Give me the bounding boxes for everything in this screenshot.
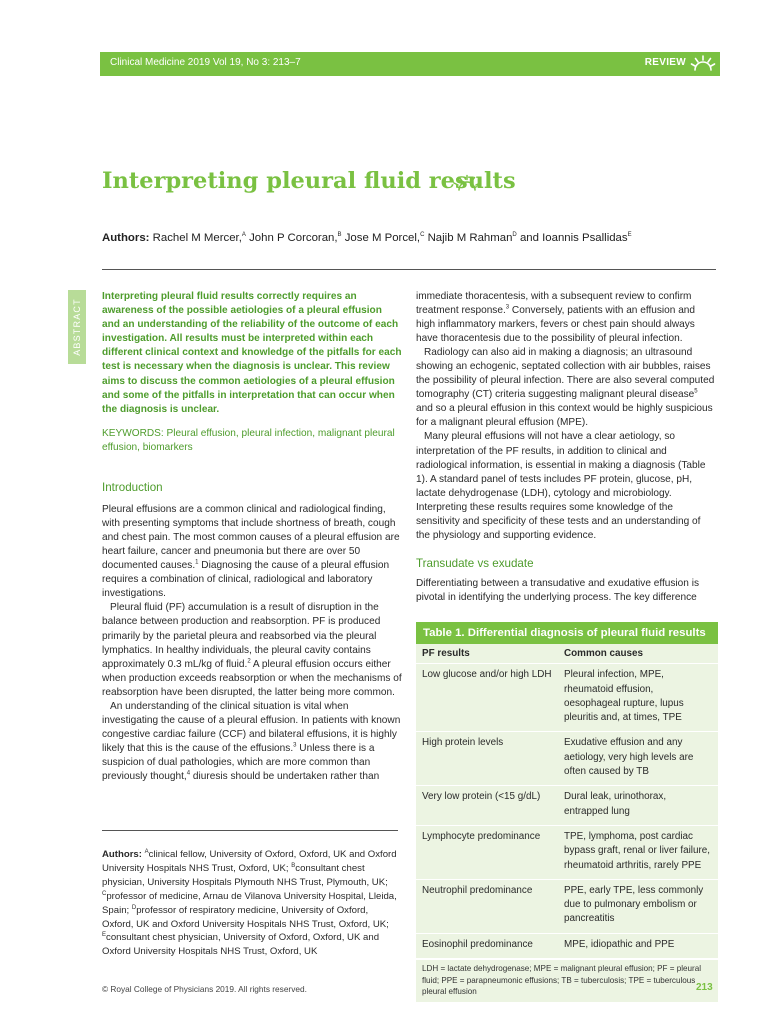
paragraph-text: and so a pleural effusion in this context would be highly suspicious for a malignant pleural effusion (MPE).	[416, 403, 713, 429]
paragraph-text: Conversely, patients with an effusion and high inflammatory markers, fevers or chest pain should always have thoracentesis due to the possibility of pleural infection.	[416, 305, 696, 345]
paragraph-text: Pleural fluid (PF) accumulation is a result of disruption in the balance between production and reabsorption. PF is produced primarily by the parietal pleura and reabsorbed via the pleural lymphatics. In healthy individuals, the pleural cavity contains approximately 0.3 mL/kg of fluid.	[102, 602, 381, 670]
body-paragraph	[416, 290, 716, 346]
author-name: Najib M Rahman	[427, 232, 513, 244]
author-affiliation-mark: D	[512, 232, 517, 239]
keywords	[102, 427, 402, 455]
divider	[102, 830, 398, 831]
table-footnote: LDH = lactate dehydrogenase; MPE = malignant pleural effusion; PF = pleural fluid; PPE = parapneumonic effusions; TB = tuberculosis; TPE = tuberculous pleural effusion	[416, 959, 718, 1002]
table-row	[416, 664, 718, 732]
author-affiliation-mark: B	[337, 232, 342, 239]
copyright-notice: © Royal College of Physicians 2019. All rights reserved.	[102, 984, 307, 994]
table-cell-result: Very low protein (<15 g/dL)	[416, 786, 558, 826]
table-row	[416, 933, 718, 958]
affiliations-label: Authors:	[102, 849, 142, 860]
table-cell-result: Eosinophil predominance	[416, 933, 558, 958]
table-row	[416, 732, 718, 786]
body-paragraph	[102, 601, 402, 699]
body-paragraph	[416, 346, 716, 430]
right-column	[416, 290, 716, 605]
table-1	[416, 622, 718, 1002]
column-header: Common causes	[558, 644, 718, 664]
body-paragraph	[102, 503, 402, 601]
affiliation-text: consultant chest physician, University Hospitals Plymouth NHS Trust, Plymouth, UK;	[102, 862, 388, 888]
paragraph-text: immediate thoracentesis, with a subsequent review to confirm treatment response.	[416, 291, 692, 317]
citation-mark: 4	[186, 770, 191, 777]
paragraph-text: diuresis should be undertaken rather than	[190, 770, 380, 782]
table-cell-result: Lymphocyte predominance	[416, 825, 558, 879]
author-name: Rachel M Mercer,	[152, 232, 242, 244]
table-cell-causes: MPE, idiopathic and PPE	[558, 933, 718, 958]
affiliation-mark: B	[291, 862, 296, 869]
section-label: REVIEW	[644, 57, 686, 68]
divider	[102, 269, 716, 270]
affiliation-mark: E	[102, 932, 107, 939]
affiliation-mark: A	[144, 848, 149, 855]
author-name: Jose M Porcel,	[344, 232, 421, 244]
paragraph-text: A pleural effusion occurs either when production exceeds reabsorption or when the mechanisms of reabsorption have been disrupted, the latter being more common.	[102, 658, 402, 698]
author-affiliation-mark: E	[627, 232, 632, 239]
keywords-text: Pleural effusion, pleural infection, malignant pleural effusion, biomarkers	[102, 427, 395, 453]
author-name: and Ioannis Psallidas	[519, 232, 628, 244]
table-cell-causes: TPE, lymphoma, post cardiac bypass graft, renal or liver failure, rheumatoid arthritis, rarely PPE	[558, 825, 718, 879]
table-row	[416, 825, 718, 879]
journal-info: Clinical Medicine 2019 Vol 19, No 3: 213–7	[110, 57, 301, 68]
section-heading-transudate: Transudate vs exudate	[416, 556, 534, 570]
keywords-label: KEYWORDS:	[102, 427, 164, 439]
affiliation-text: clinical fellow, University of Oxford, Oxford, UK and Oxford University Hospitals NHS Trust, Oxford, UK;	[102, 849, 397, 874]
paragraph-text: Pleural effusions are a common clinical and radiological finding, with presenting symptoms that include shortness of breath, cough and chest pain. The most common causes of a pleural effusion are heart failure, cancer and pneumonia but there are over 50 documented causes.	[102, 504, 400, 572]
table-title: Table 1. Differential diagnosis of pleural fluid results	[416, 622, 718, 644]
paragraph-text: Diagnosing the cause of a pleural effusion requires a combination of clinical, radiological and laboratory investigations.	[102, 560, 390, 600]
affiliation-text: professor of medicine, Arnau de Vilanova University Hospital, Lleida, Spain;	[102, 890, 397, 916]
table-header-row	[416, 644, 718, 664]
table-cell-causes: Pleural infection, MPE, rheumatoid effusion, oesophageal rupture, lupus pleuritis and, at times, TPE	[558, 664, 718, 732]
table-row	[416, 786, 718, 826]
page-number: 213	[696, 982, 713, 993]
citation-mark: 3	[293, 742, 297, 749]
paragraph-text: Unless there is a suspicion of dual pathologies, which are more common than previously thought,	[102, 742, 375, 782]
table-cell-result: Neutrophil predominance	[416, 879, 558, 933]
abstract-tab	[68, 290, 86, 364]
citation-mark: 5	[694, 388, 698, 395]
affiliation-text: professor of respiratory medicine, University of Oxford, Oxford, UK and Oxford University Hospitals NHS Trust, Oxford, UK;	[102, 904, 389, 930]
table-cell-causes: PPE, early TPE, less commonly due to pulmonary embolism or pancreatitis	[558, 879, 718, 933]
authors-line	[102, 232, 722, 244]
table-cell-result: High protein levels	[416, 732, 558, 786]
citation-mark: 1	[195, 559, 199, 566]
article-title: Interpreting pleural fluid results	[102, 168, 516, 194]
author-name: John P Corcoran,	[249, 232, 338, 244]
column-header: PF results	[416, 644, 558, 664]
abstract-tab-label: ABSTRACT	[72, 298, 82, 356]
section-heading-introduction: Introduction	[102, 481, 163, 495]
author-affiliations	[102, 848, 402, 959]
body-paragraph: Many pleural effusions will not have a clear aetiology, so interpretation of the PF results, in addition to clinical and radiological information, is essential in making a diagnosis (Table 1). A standard panel of tests includes PF protein, glucose, pH, lactate dehydrogenase (LDH), cytology and microbiology. Interpreting these results requires some knowledge of the sensitivity and specificity of these tests and an understanding of the physiology and supporting evidence.	[416, 431, 706, 541]
sunburst-icon	[452, 174, 482, 192]
author-affiliation-mark: C	[420, 232, 425, 239]
affiliation-mark: C	[102, 890, 107, 897]
table-cell-causes: Dural leak, urinothorax, entrapped lung	[558, 786, 718, 826]
body-paragraph: Differentiating between a transudative and exudative effusion is pivotal in identifying the underlying process. The key difference	[416, 577, 699, 603]
table-cell-result: Low glucose and/or high LDH	[416, 664, 558, 732]
sunburst-icon	[690, 54, 716, 72]
paragraph-text: Radiology can also aid in making a diagnosis; an ultrasound showing an echogenic, septated collection with air bubbles, raises the possibility of pleural infection. There are also several computed tomography (CT) criteria suggesting malignant pleural disease	[416, 347, 715, 401]
table-cell-causes: Exudative effusion and any aetiology, very high levels are often caused by TB	[558, 732, 718, 786]
author-affiliation-mark: A	[241, 232, 246, 239]
left-column	[102, 290, 402, 784]
affiliation-mark: D	[131, 904, 137, 911]
journal-header-bar	[100, 52, 720, 76]
differential-diagnosis-table	[416, 644, 718, 959]
body-paragraph	[102, 700, 402, 784]
affiliation-text: consultant chest physician, University of Oxford, Oxford, UK and Oxford University Hospitals NHS Trust, Oxford, UK	[102, 932, 380, 958]
citation-mark: 2	[247, 658, 251, 665]
authors-label: Authors:	[102, 232, 150, 244]
table-row	[416, 879, 718, 933]
citation-mark: 3	[505, 304, 510, 311]
abstract-text: Interpreting pleural fluid results correctly requires an awareness of the possible aetiologies of a pleural effusion and an understanding of the reliability of the outcome of each investigation. All results must be interpreted within each different clinical context and knowledge of the pitfalls for each test is necessary when the diagnosis is unclear. This review aims to discuss the common aetiologies of a pleural effusion and some of the pitfalls in interpretation that can occur when the diagnosis is unclear.	[102, 291, 402, 415]
paragraph-text: An understanding of the clinical situation is vital when investigating the cause of a pleural effusion. In patients with known congestive cardiac failure (CCF) and bilateral effusions, it is highly likely that this is the cause of the effusions.	[102, 700, 401, 754]
